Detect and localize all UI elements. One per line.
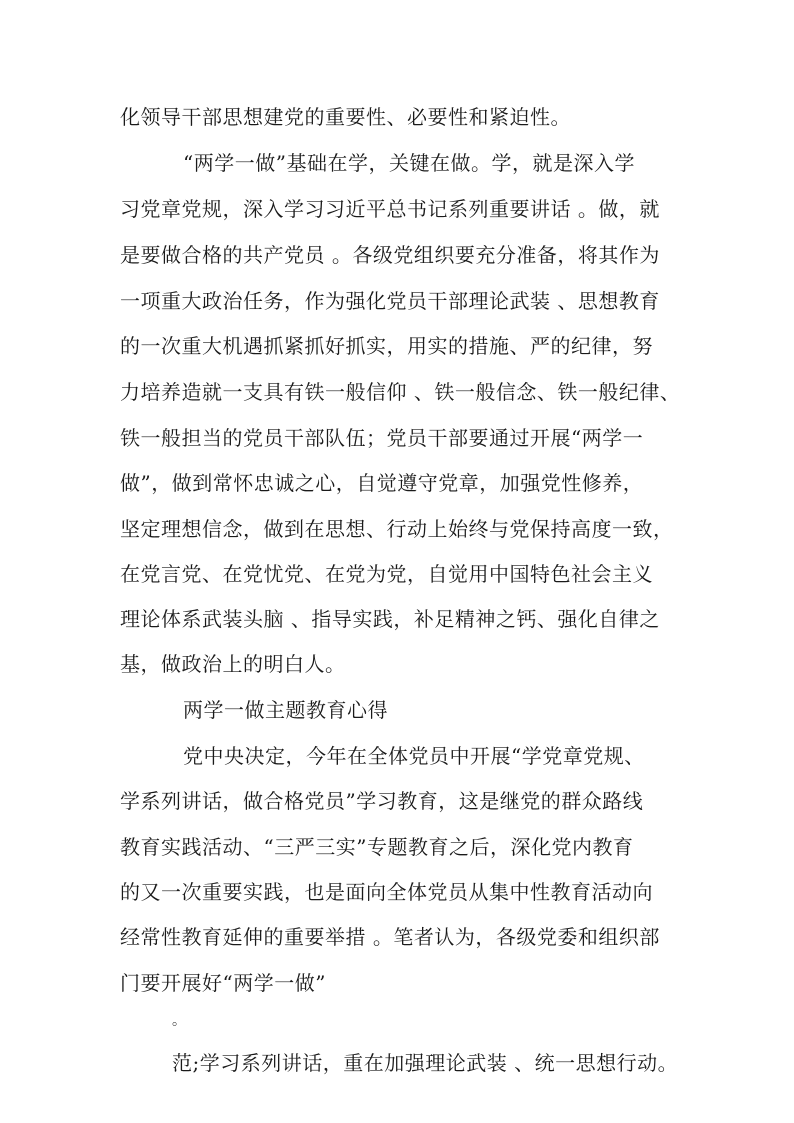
paragraph-line: 门要开展好“两学一做” [120,971,326,995]
paragraph-line: 力培养造就一支具有铁一般信仰 、铁一般信念、铁一般纪律、 [120,380,681,404]
paragraph-line: 铁一般担当的党员干部队伍；党员干部要通过开展“两学一 [120,426,644,450]
paragraph-line: 教育实践活动、“三严三实”专题教育之后，深化党内教育 [120,835,634,859]
paragraph-line: 经常性教育延伸的重要举措 。笔者认为，各级党委和组织部 [120,925,660,949]
paragraph-line: 是要做合格的共产党员 。各级党组织要充分准备，将其作为 [120,243,660,267]
paragraph-line: 的又一次重要实践，也是面向全体党员从集中性教育活动向 [120,880,653,904]
section-heading: 两学一做主题教育心得 [183,698,388,722]
paragraph-line: 的一次重大机遇抓紧抓好抓实，用实的措施、严的纪律，努 [120,334,653,358]
paragraph-line: 做”，做到常怀忠诚之心，自觉遵守党章，加强党性修养， [120,471,644,495]
paragraph-line: 化领导干部思想建党的重要性、必要性和紧迫性。 [120,105,571,129]
paragraph-line: 。 [172,1013,187,1029]
paragraph-line: 范;学习系列讲话，重在加强理论武装 、统一思想行动。 [172,1051,679,1075]
paragraph-line: 在党言党、在党忧党、在党为党，自觉用中国特色社会主义 [120,562,653,586]
paragraph-line: 理论体系武装头脑 、指导实践，补足精神之钙、强化自律之 [120,607,660,631]
paragraph-line: 党中央决定，今年在全体党员中开展“学党章党规、 [183,744,645,768]
paragraph-line: 学系列讲话，做合格党员”学习教育，这是继党的群众路线 [120,789,644,813]
paragraph-line: 坚定理想信念，做到在思想、行动上始终与党保持高度一致， [120,517,674,541]
paragraph-line: 习党章党规，深入学习习近平总书记系列重要讲话 。做，就 [120,197,660,221]
paragraph-line: “两学一做”基础在学，关键在做。学，就是深入学 [183,151,635,175]
paragraph-line: 基，做政治上的明白人。 [120,652,346,676]
paragraph-line: 一项重大政治任务，作为强化党员干部理论武装 、思想教育 [120,289,660,313]
